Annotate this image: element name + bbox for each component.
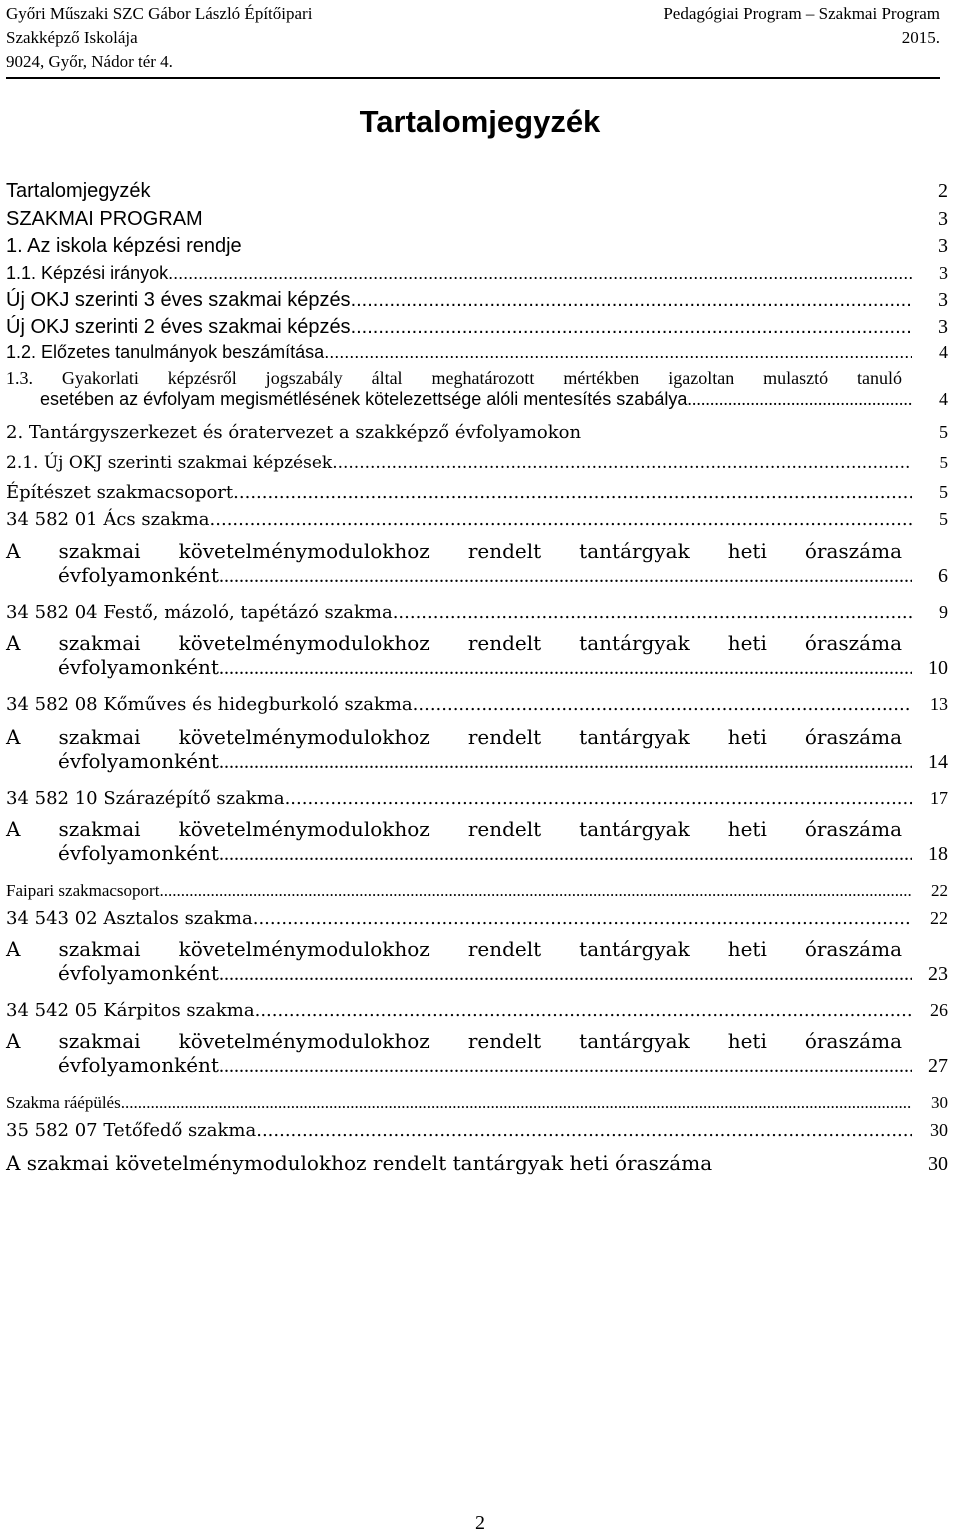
header-school-name: Győri Műszaki SZC Gábor László Építőipari: [6, 4, 313, 23]
toc-entry-text-continued: évfolyamonként: [58, 563, 219, 587]
toc-entry[interactable]: [6, 1120, 948, 1151]
toc-entry-page: 13: [930, 694, 948, 714]
toc-entry-text: 1.2. Előzetes tanulmányok beszámítása: [6, 342, 325, 362]
toc-leader-dots: [285, 788, 912, 809]
toc-entry-text: 34 582 08 Kőműves és hidegburkoló szakma: [6, 694, 413, 715]
toc-entry-text: Új OKJ szerinti 2 éves szakmai képzés: [6, 316, 351, 338]
header-program-title: Pedagógiai Program – Szakmai Program: [663, 4, 940, 23]
toc-entry-page: 5: [939, 482, 948, 502]
toc-entry-page: 5: [939, 453, 948, 472]
toc-entry[interactable]: [6, 1029, 948, 1093]
page-number: 2: [475, 1512, 485, 1534]
toc-entry-page: 5: [939, 422, 948, 442]
toc-leader-dots: [233, 482, 912, 503]
toc-entry-text: Faipari szakmacsoport: [6, 881, 160, 900]
toc-entry-text: 2. Tantárgyszerkezet és óratervezet a szakképző évfolyamokon: [6, 422, 582, 443]
header-year: 2015.: [901, 28, 940, 47]
toc-entry-text: A szakmai követelménymodulokhoz rendelt tantárgyak heti óraszáma: [6, 1151, 713, 1175]
toc-entry-page: 26: [930, 1000, 948, 1020]
toc-leader-dots: [256, 1120, 912, 1141]
toc-entry-text-continued: évfolyamonként: [58, 841, 219, 865]
toc-entry-page: 30: [931, 1093, 948, 1112]
toc-entry-page: 27: [928, 1055, 948, 1077]
toc-entry[interactable]: [6, 1093, 948, 1120]
toc-entry[interactable]: [6, 539, 948, 602]
toc-leader-dots: [351, 316, 912, 339]
toc-entry[interactable]: [6, 1151, 948, 1183]
toc-entry[interactable]: [6, 289, 948, 316]
toc-entry-page: 9: [939, 602, 948, 622]
toc-leader-dots: [393, 602, 912, 623]
toc-entry-page: 3: [938, 208, 948, 230]
toc-entry[interactable]: [6, 908, 948, 937]
toc-entry-page: 18: [928, 843, 948, 865]
toc-leader-dots: [219, 751, 912, 774]
toc-entry[interactable]: [6, 881, 948, 908]
toc-entry-text: 34 543 02 Asztalos szakma: [6, 908, 253, 929]
toc-entry[interactable]: [6, 788, 948, 817]
header-divider: [6, 77, 940, 79]
toc-entry-text: 1. Az iskola képzési rendje: [6, 235, 242, 257]
toc-entry-text: A szakmai követelménymodulokhoz rendelt tantárgyak heti óraszáma: [6, 725, 902, 749]
toc-entry-text: Tartalomjegyzék: [6, 180, 151, 202]
toc-entry-page: 23: [928, 963, 948, 985]
toc-entry[interactable]: [6, 208, 948, 235]
toc-leader-dots: [168, 263, 912, 284]
toc-leader-dots: [159, 881, 912, 901]
toc-entry[interactable]: [6, 422, 948, 453]
toc-entry-text: 34 542 05 Kárpitos szakma: [6, 1000, 255, 1021]
header-row-1: [6, 2, 940, 26]
toc-entry-text: A szakmai követelménymodulokhoz rendelt tantárgyak heti óraszáma: [6, 1029, 902, 1053]
toc-entry-page: 2: [938, 180, 948, 202]
toc-leader-dots: [253, 908, 912, 929]
toc-leader-dots: [413, 694, 912, 715]
toc-entry-page: 6: [938, 565, 948, 587]
toc-entry-text-continued: évfolyamonként: [58, 655, 219, 679]
header-row-3: [6, 50, 940, 74]
toc-entry[interactable]: [6, 263, 948, 289]
toc-leader-dots: [255, 1000, 912, 1021]
toc-entry[interactable]: [6, 631, 948, 694]
header-school-subname: Szakképző Iskolája: [6, 28, 138, 47]
toc-entry-page: 30: [930, 1120, 948, 1140]
toc-entry-text: A szakmai követelménymodulokhoz rendelt tantárgyak heti óraszáma: [6, 937, 902, 961]
toc-entry-text: Új OKJ szerinti 3 éves szakmai képzés: [6, 289, 351, 311]
toc-entry-text: A szakmai követelménymodulokhoz rendelt tantárgyak heti óraszáma: [6, 817, 902, 841]
toc-leader-dots: [219, 657, 912, 680]
toc-entry[interactable]: [6, 368, 948, 422]
document-title: Tartalomjegyzék: [359, 104, 601, 139]
page-header: [6, 2, 940, 78]
toc-entry[interactable]: [6, 937, 948, 1000]
toc-entry[interactable]: [6, 482, 948, 509]
toc-entry[interactable]: [6, 817, 948, 881]
toc-leader-dots: [324, 342, 912, 363]
toc-entry-text: A szakmai követelménymodulokhoz rendelt tantárgyak heti óraszáma: [6, 539, 902, 563]
toc-entry-page: 30: [928, 1153, 948, 1175]
toc-entry[interactable]: [6, 725, 948, 788]
toc-entry-page: 3: [938, 316, 948, 338]
toc-entry-text-continued: esetében az évfolyam megismétlésének kötelezettsége alóli mentesítés szabálya: [40, 389, 688, 409]
toc-entry-text: SZAKMAI PROGRAM: [6, 208, 203, 230]
toc-entry[interactable]: [6, 316, 948, 342]
toc-entry[interactable]: [6, 602, 948, 631]
toc-leader-dots: [219, 843, 912, 866]
toc-leader-dots: [351, 289, 912, 312]
toc-entry-text: 2.1. Új OKJ szerinti szakmai képzések: [6, 453, 333, 473]
toc-leader-dots: [687, 389, 912, 410]
toc-entry-text-continued: évfolyamonként: [58, 961, 219, 985]
header-address: 9024, Győr, Nádor tér 4.: [6, 52, 173, 71]
toc-entry-page: 22: [930, 908, 948, 928]
toc-leader-dots: [219, 1055, 912, 1078]
toc-entry-text: A szakmai követelménymodulokhoz rendelt tantárgyak heti óraszáma: [6, 631, 902, 655]
toc-entry-text: 1.1. Képzési irányok: [6, 263, 169, 283]
toc-entry-page: 22: [931, 881, 948, 900]
toc-leader-dots: [210, 509, 912, 530]
toc-entry-text: 35 582 07 Tetőfedő szakma: [6, 1120, 257, 1141]
toc-entry-page: 14: [928, 751, 948, 773]
toc-entry-page: 17: [930, 788, 948, 808]
toc-entry-page: 4: [939, 389, 948, 409]
toc-entry-page: 10: [928, 657, 948, 679]
table-of-contents: [6, 180, 948, 1183]
toc-entry-text-continued: évfolyamonként: [58, 749, 219, 773]
toc-entry[interactable]: [6, 235, 948, 263]
toc-entry-page: 3: [938, 235, 948, 257]
toc-entry-page: 4: [939, 342, 948, 362]
toc-entry[interactable]: [6, 509, 948, 539]
toc-leader-dots: [219, 565, 912, 588]
toc-entry-text: 1.3. Gyakorlati képzésről jogszabály által meghatározott mértékben igazoltan mulasztó tanuló: [6, 368, 902, 388]
toc-entry[interactable]: [6, 180, 948, 208]
toc-entry[interactable]: [6, 453, 948, 482]
toc-leader-dots: [219, 963, 912, 986]
toc-entry-text: Szakma ráépülés: [6, 1093, 121, 1112]
toc-entry-text: Építészet szakmacsoport: [6, 482, 234, 503]
toc-entry-text: 34 582 04 Festő, mázoló, tapétázó szakma: [6, 602, 393, 623]
toc-entry[interactable]: [6, 1000, 948, 1029]
toc-entry[interactable]: [6, 342, 948, 368]
toc-leader-dots: [332, 453, 912, 473]
toc-entry-page: 3: [939, 263, 948, 283]
toc-entry-page: 5: [939, 509, 948, 529]
header-row-2: [6, 26, 940, 50]
toc-entry-text: 34 582 10 Szárazépítő szakma: [6, 788, 285, 809]
toc-entry-page: 3: [938, 289, 948, 311]
toc-entry-text: 34 582 01 Ács szakma: [6, 509, 210, 530]
toc-leader-dots: [121, 1093, 912, 1113]
toc-entry-text-continued: évfolyamonként: [58, 1053, 219, 1077]
toc-entry[interactable]: [6, 694, 948, 725]
